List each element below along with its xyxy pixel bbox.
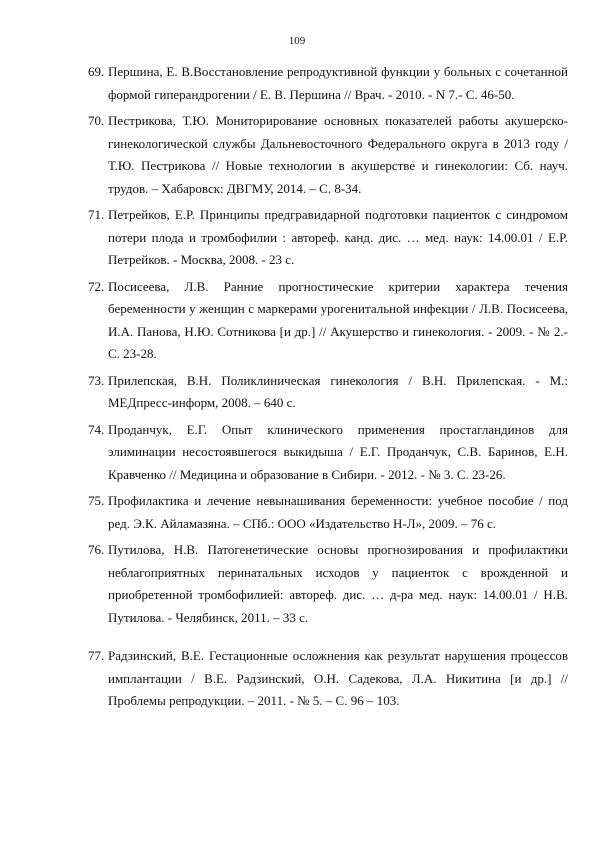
reference-text: Проданчук, Е.Г. Опыт клинического применения простагландинов для элиминации несостоявшегося выкидыша / Е.Г. Проданчук, С.В. Баринов, Е.Н. Кравченко // Медицина и образование в Сибири. - 2012. - № 3. С. 23-26.	[108, 421, 568, 482]
reference-number: 73.	[88, 372, 105, 388]
reference-text: Путилова, Н.В. Патогенетические основы прогнозирования и профилактики неблагоприятных перинатальных исходов у пациенток с врожденной и приобретенной тромбофилией: автореф. дис. … д-ра мед. наук: 14.00.01 / Н.В. Путилова. - Челябинск, 2011. – 33 с.	[108, 542, 568, 625]
reference-item-75	[88, 490, 568, 535]
page-number: 109	[288, 35, 306, 47]
reference-text: Пестрикова, Т.Ю. Мониторирование основных показателей работы акушерско-гинекологической службы Дальневосточного Федерального округа в 2013 году / Т.Ю. Пестрикова // Новые технологии в акушерстве и гинекологии: Сб. науч. трудов. – Хабаровск: ДВГМУ, 2014. – С. 8-34.	[108, 113, 568, 196]
reference-text: Петрейков, Е.Р. Принципы предгравидарной подготовки пациенток с синдромом потери плода и тромбофилии : автореф. канд. дис. … мед. наук: 14.00.01 / Е.Р. Петрейков. - Москва, 2008. - 23 с.	[108, 207, 568, 267]
reference-item-74	[88, 419, 568, 487]
reference-text: Посисеева, Л.В. Ранние прогностические критерии характера течения беременности у женщин с маркерами урогенитальной инфекции / Л.В. Посисеева, И.А. Панова, Н.Ю. Сотникова [и др.] // Акушерство и гинекология. - 2009. - № 2.- С. 23-28.	[108, 278, 568, 361]
reference-number: 76.	[88, 542, 105, 557]
reference-number: 70.	[88, 113, 105, 128]
reference-text: Профилактика и лечение невынашивания беременности: учебное пособие / под ред. Э.К. Айламазяна. – СПб.: ООО «Издательство Н-Л», 2009. – 76 с.	[108, 493, 568, 531]
reference-item-76	[88, 539, 568, 629]
reference-item-73	[88, 370, 568, 415]
reference-text: Першина, Е. В.Восстановление репродуктивной функции у больных с сочетанной формой гиперандрогении / Е. В. Першина // Врач. - 2010. - N 7.- С. 46-50.	[108, 64, 568, 102]
reference-item-70	[88, 110, 568, 200]
reference-item-77	[88, 645, 568, 713]
reference-text: Радзинский, В.Е. Гестационные осложнения как результат нарушения процессов имплантации / В.Е. Радзинский, О.Н. Садекова, Л.А. Никитина [и др.] // Проблемы репродукции. – 2011. - № 5. – С. 96 – 103.	[108, 648, 568, 708]
reference-number: 74.	[88, 421, 105, 437]
reference-item-69	[88, 61, 568, 106]
reference-item-71	[88, 204, 568, 272]
bibliography-list	[88, 61, 568, 713]
reference-item-72	[88, 276, 568, 366]
reference-number: 72.	[88, 278, 105, 294]
reference-number: 71.	[88, 207, 105, 222]
reference-number: 75.	[88, 493, 105, 508]
reference-text: Прилепская, В.Н. Поликлиническая гинекология / В.Н. Прилепская. - М.: МЕДпресс-информ, 2008. – 640 с.	[108, 372, 568, 410]
reference-number: 77.	[88, 648, 105, 663]
reference-number: 69.	[88, 64, 105, 79]
